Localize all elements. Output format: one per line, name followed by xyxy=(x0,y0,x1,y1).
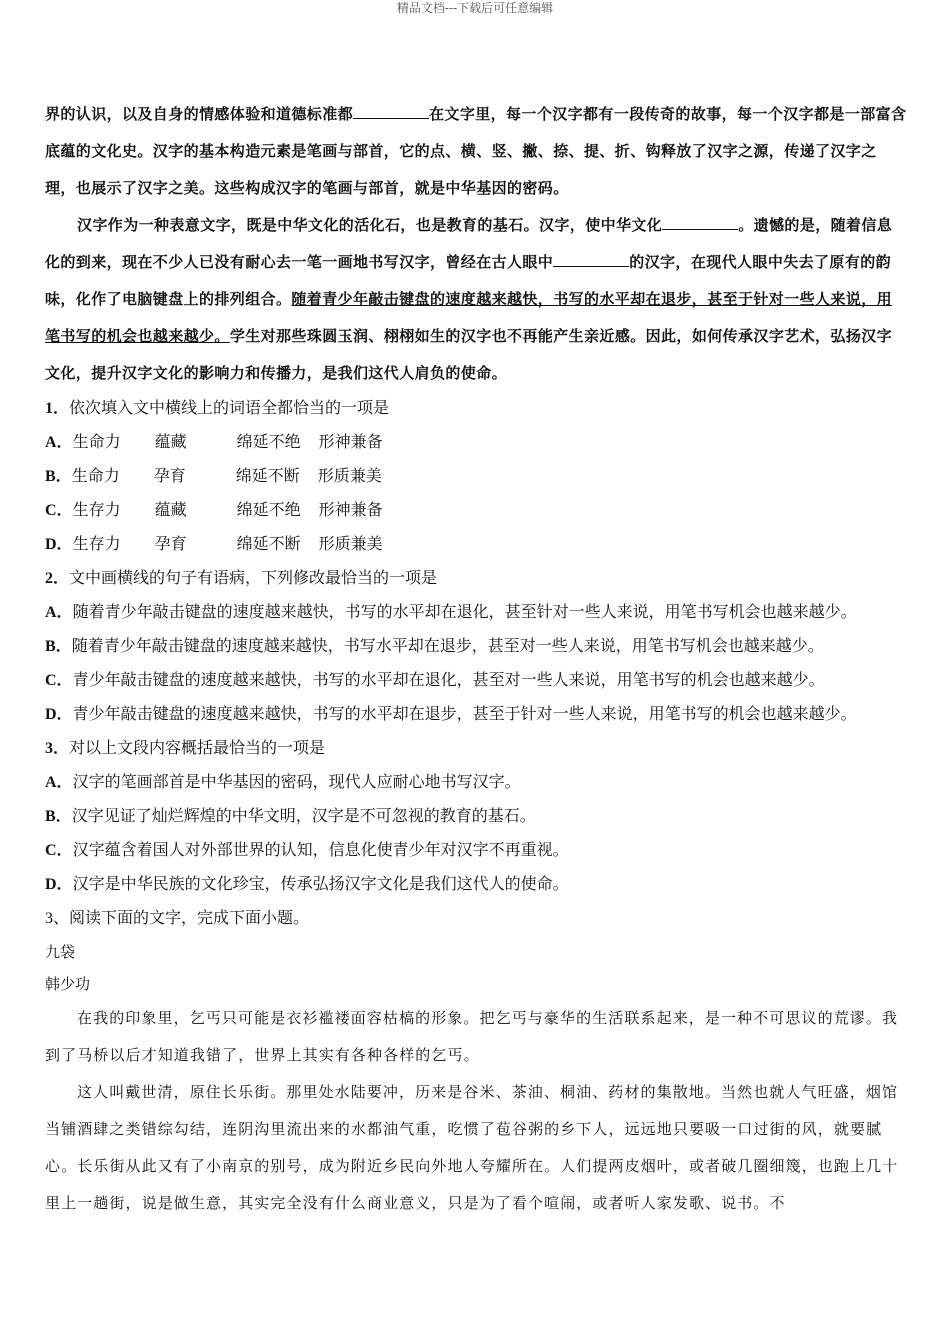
option-word: 孕育 xyxy=(153,468,186,485)
passage-text: 界的认识，以及自身的情感体验和道德标准都 xyxy=(45,105,354,123)
document-body xyxy=(45,96,907,1222)
passage-paragraph-1 xyxy=(45,96,907,207)
option-text: 汉字是中华民族的文化珍宝，传承弘扬汉字文化是我们这代人的使命。 xyxy=(72,876,569,893)
option-word: 绵延不绝 xyxy=(236,502,301,519)
option-label: D． xyxy=(45,876,73,893)
question-number: 2． xyxy=(45,570,70,587)
passage-text: 学生对那些珠圆玉润、栩栩如生的汉字也不再能产生亲近感。因此，如何传承汉字艺术，弘扬汉字文化，提升汉字文化的影响力和传播力，是我们这代人肩负的使命。 xyxy=(45,327,893,382)
question-3-option-c[interactable] xyxy=(45,834,907,868)
passage-text: 汉字作为一种表意文字，既是中华文化的活化石，也是教育的基石。汉字，使中华文化 xyxy=(77,216,663,234)
option-word: 绵延不断 xyxy=(235,468,300,485)
option-label: D． xyxy=(45,536,73,553)
fill-blank-3[interactable] xyxy=(553,252,629,267)
option-word: 绵延不断 xyxy=(236,536,301,553)
option-word: 形质兼美 xyxy=(317,468,382,485)
question-3 xyxy=(45,732,907,766)
option-word: 形神兼备 xyxy=(318,434,383,451)
option-label: A． xyxy=(45,604,73,621)
option-text: 青少年敲击键盘的速度越来越快，书写的水平却在退化，甚至对一些人来说，用笔书写的机会也越来越少。 xyxy=(72,672,825,689)
story-author: 韩少功 xyxy=(45,975,91,993)
passage-paragraph-2 xyxy=(45,207,907,392)
option-word: 生命力 xyxy=(72,434,121,451)
question-1 xyxy=(45,392,907,426)
question-2-option-c[interactable] xyxy=(45,664,907,698)
option-label: A． xyxy=(45,434,73,451)
question-1-option-b[interactable] xyxy=(45,460,907,494)
question-2-option-b[interactable] xyxy=(45,630,907,664)
question-1-option-d[interactable] xyxy=(45,528,907,562)
option-text: 随着青少年敲击键盘的速度越来越快，书写的水平却在退化，甚至针对一些人来说，用笔书写机会也越来越少。 xyxy=(72,604,857,621)
question-3-option-d[interactable] xyxy=(45,868,907,902)
question-number: 1． xyxy=(45,400,70,417)
option-label: C． xyxy=(45,672,73,689)
question-text: 文中画横线的句子有语病，下列修改最恰当的一项是 xyxy=(69,570,438,587)
option-label: A． xyxy=(45,774,73,791)
question-1-option-c[interactable] xyxy=(45,494,907,528)
story-title: 九袋 xyxy=(45,943,76,961)
option-text: 随着青少年敲击键盘的速度越来越快，书写水平却在退步，甚至对一些人来说，用笔书写机会也越来越少。 xyxy=(71,638,824,655)
section-instruction: 3、阅读下面的文字，完成下面小题。 xyxy=(45,910,310,927)
story-paragraph-2: 这人叫戴世清，原住长乐街。那里处水陆要冲，历来是谷米、茶油、桐油、药材的集散地。当然也就人气旺盛，烟馆当铺酒肆之类错综勾结，连阴沟里流出来的水都油气重，吃惯了苞谷粥的乡下人，远远地只要吸一口过街的风，就要腻心。长乐街从此又有了小南京的别号，成为附近乡民向外地人夸耀所在。人们提两皮烟叶，或者破几圈细篾，也跑上几十里上一趟街，说是做生意，其实完全没有什么商业意义，只是为了看个喧闹，或者听人家发歌、说书。不 xyxy=(45,1083,899,1212)
option-label: C． xyxy=(45,502,73,519)
option-word: 蕴藏 xyxy=(154,434,187,451)
option-word: 孕育 xyxy=(154,536,187,553)
option-label: C． xyxy=(45,842,73,859)
question-3-option-a[interactable] xyxy=(45,766,907,800)
passage-text: 的汉字，在现代人眼中失去了原有的韵味，化作了电脑键盘上的排列组合。 xyxy=(45,253,892,308)
option-label: B． xyxy=(45,808,72,825)
question-1-option-a[interactable] xyxy=(45,426,907,460)
question-3-option-b[interactable] xyxy=(45,800,907,834)
question-number: 3． xyxy=(45,740,70,757)
option-text: 青少年敲击键盘的速度越来越快，书写的水平却在退步，甚至于针对一些人来说，用笔书写的机会也越来越少。 xyxy=(72,706,857,723)
question-text: 对以上文段内容概括最恰当的一项是 xyxy=(69,740,326,757)
option-word: 形神兼备 xyxy=(318,502,383,519)
question-2-option-d[interactable] xyxy=(45,698,907,732)
question-text: 依次填入文中横线上的词语全都恰当的一项是 xyxy=(69,400,390,417)
option-text: 汉字的笔画部首是中华基因的密码，现代人应耐心地书写汉字。 xyxy=(72,774,521,791)
question-2-option-a[interactable] xyxy=(45,596,907,630)
underlined-sentence: 随着青少年敲击键盘的速度越来越快，书写的水平却在退步，甚至于针对一些人来说，用笔书写的机会也越来越少。 xyxy=(45,290,893,345)
option-label: D． xyxy=(45,706,73,723)
option-text: 汉字见证了灿烂辉煌的中华文明，汉字是不可忽视的教育的基石。 xyxy=(71,808,536,825)
option-word: 生存力 xyxy=(72,536,121,553)
option-label: B． xyxy=(45,638,72,655)
page-header: 精品文档---下载后可任意编辑 xyxy=(396,1,554,15)
option-word: 形质兼美 xyxy=(318,536,383,553)
option-word: 绵延不绝 xyxy=(236,434,301,451)
option-word: 蕴藏 xyxy=(154,502,187,519)
question-2 xyxy=(45,562,907,596)
fill-blank-1[interactable] xyxy=(353,104,429,119)
fill-blank-2[interactable] xyxy=(662,215,738,230)
option-label: B． xyxy=(45,468,72,485)
option-word: 生存力 xyxy=(72,502,121,519)
option-word: 生命力 xyxy=(71,468,120,485)
passage-text: 。遗憾的是，随着信息化的到来，现在不少人已没有耐心去一笔一画地书写汉字，曾经在古人眼中 xyxy=(45,216,893,271)
story-paragraph-1: 在我的印象里，乞丐只可能是衣衫褴褛面容枯槁的形象。把乞丐与豪华的生活联系起来，是一种不可思议的荒谬。我到了马桥以后才知道我错了，世界上其实有各种各样的乞丐。 xyxy=(45,1009,899,1064)
passage-text: 在文字里，每一个汉字都有一段传奇的故事，每一个汉字都是一部富含底蕴的文化史。汉字的基本构造元素是笔画与部首，它的点、横、竖、撇、捺、提、折、钩释放了汉字之源，传递了汉字之理，也展示了汉字之美。这些构成汉字的笔画与部首，就是中华基因的密码。 xyxy=(45,105,907,197)
option-text: 汉字蕴含着国人对外部世界的认知，信息化使青少年对汉字不再重视。 xyxy=(72,842,569,859)
